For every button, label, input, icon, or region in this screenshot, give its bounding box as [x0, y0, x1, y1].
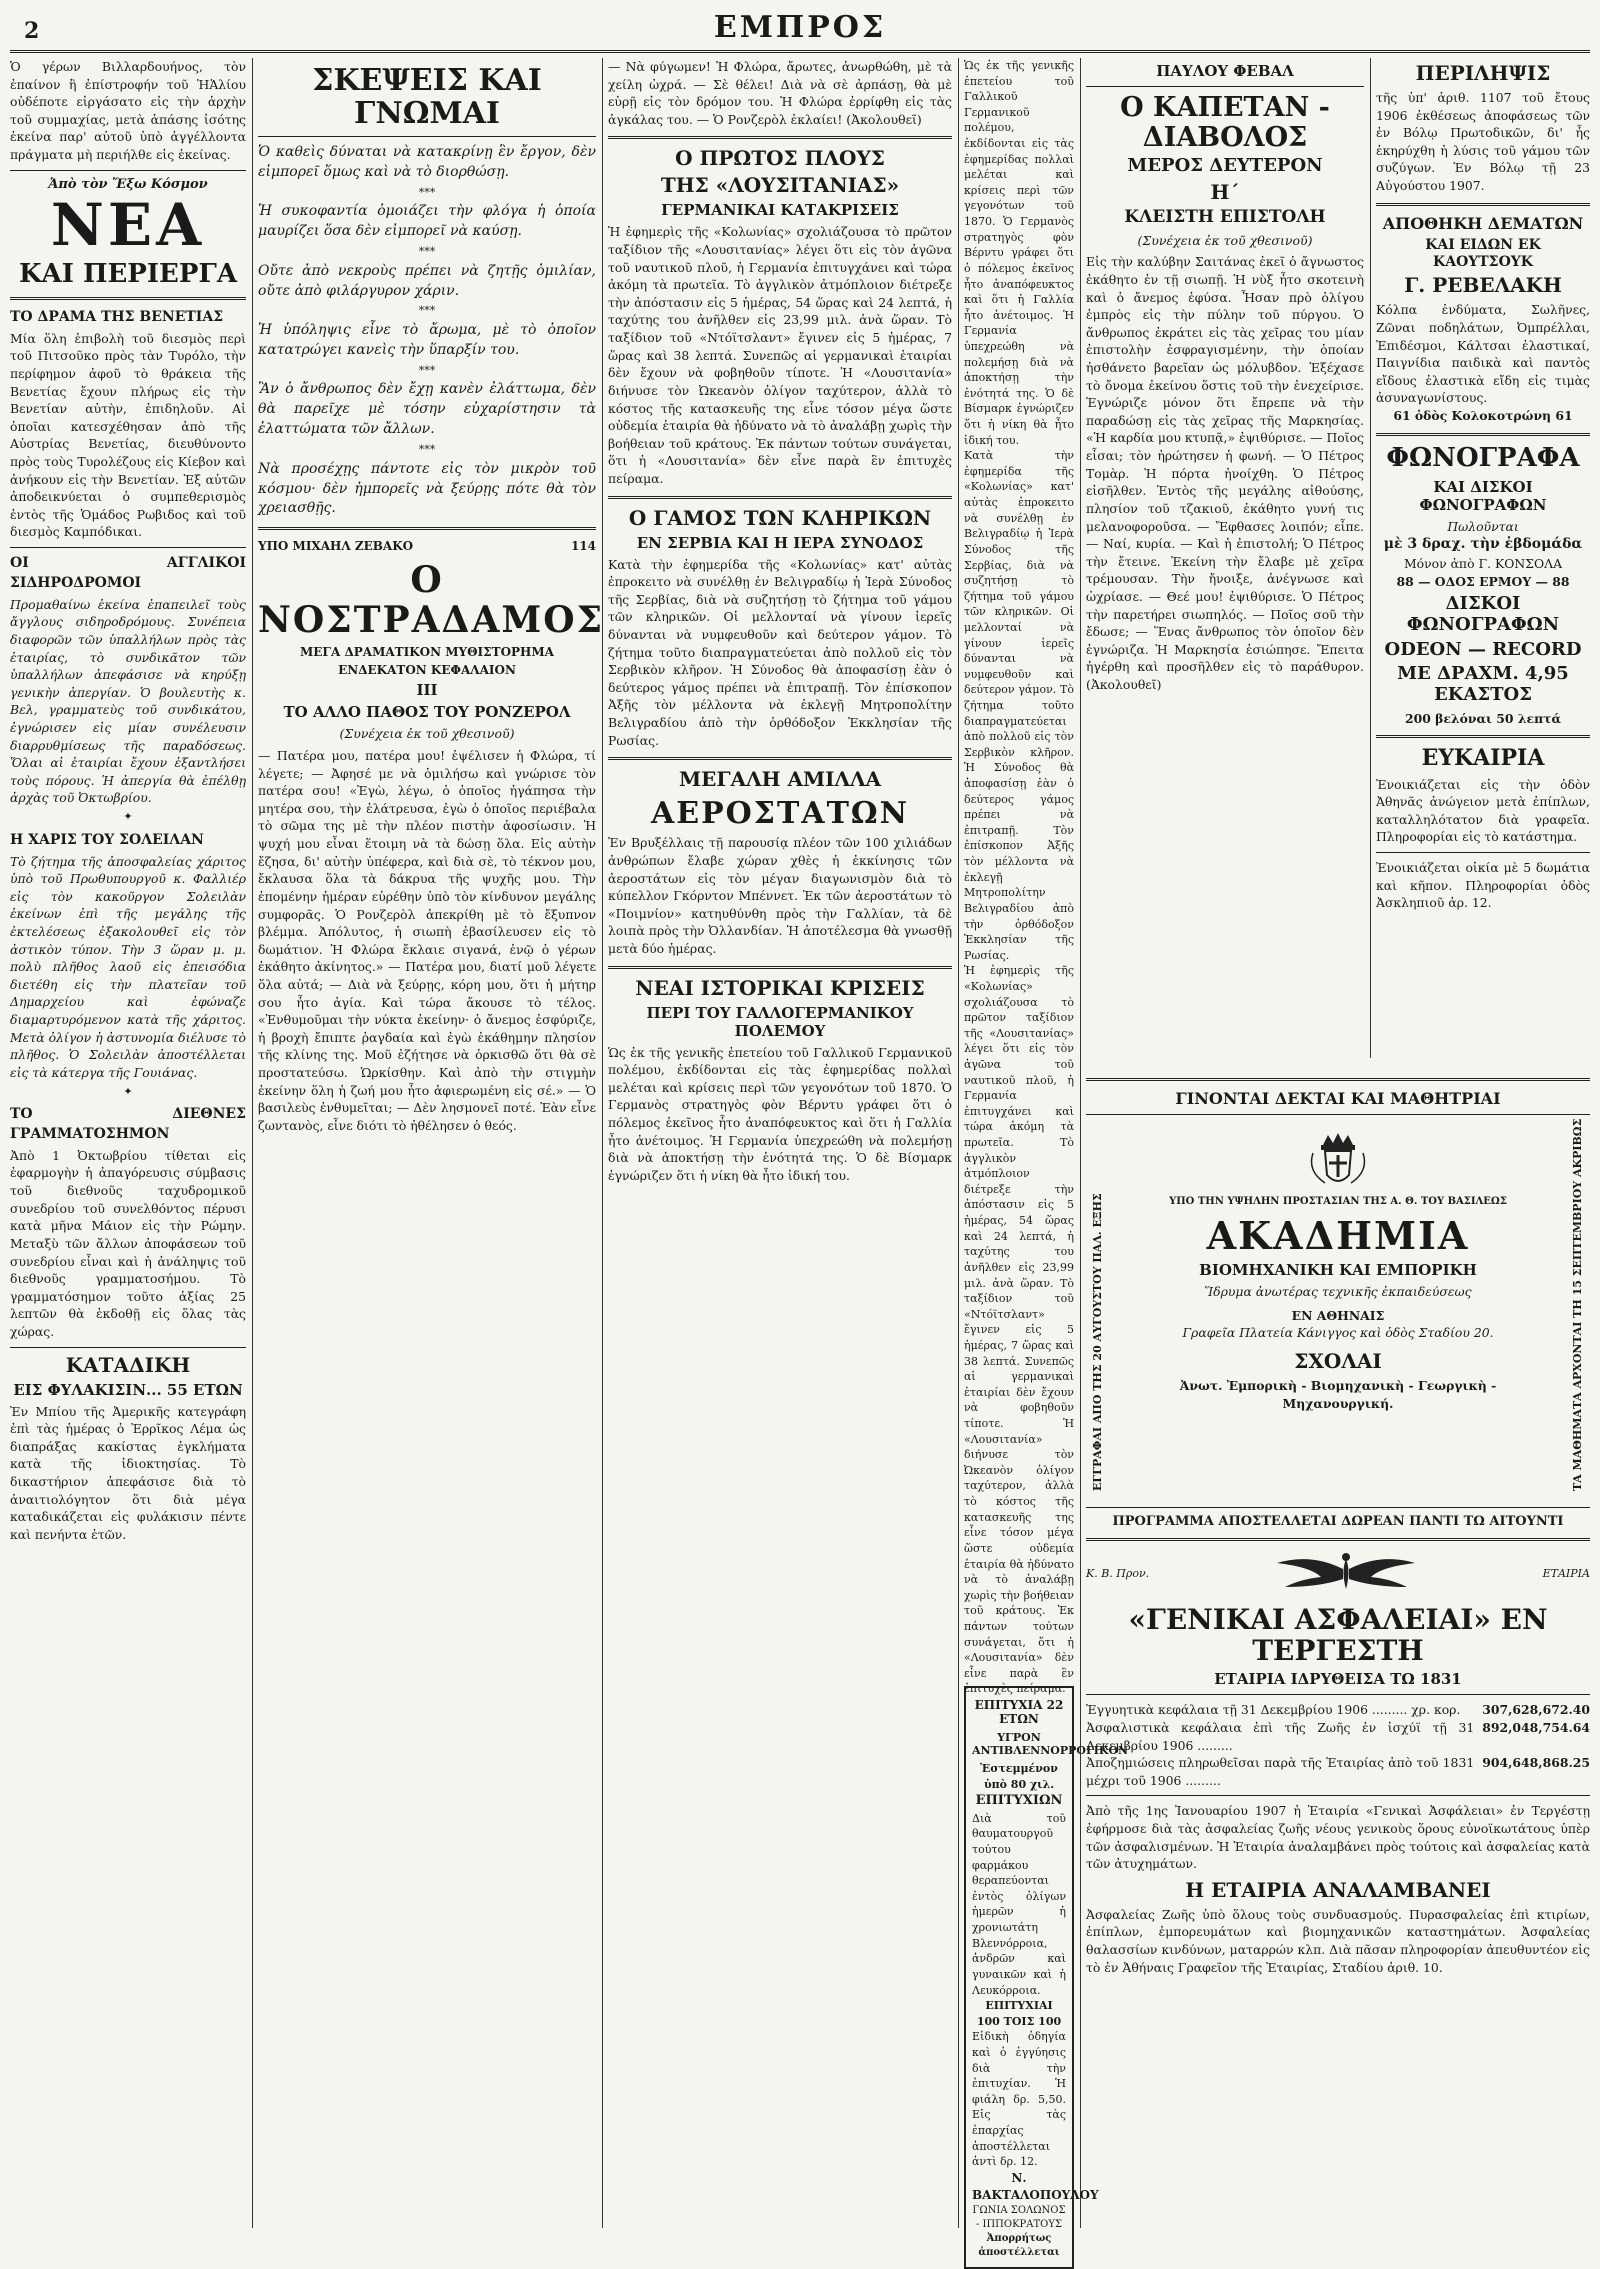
- insurance-row: [1086, 1754, 1590, 1789]
- thoughts-list: [258, 143, 596, 519]
- serial-chapter-title: ΤΟ ΑΛΛΟ ΠΑΘΟΣ ΤΟΥ ΡΟΝΖΕΡΟΛ: [283, 703, 571, 722]
- ornament-icon: ✦: [123, 1084, 133, 1098]
- ornament-icon: ***: [418, 304, 436, 318]
- advert-text: Εἰδικὴ ὁδηγία καὶ ὁ ἐγγύησις διὰ τὴν ἐπιτυχίαν. Ἡ φιάλη δρ. 5,50. Εἰς τὰς ἐπαρχίας ἀποστέλλεται ἀντὶ δρ. 12.: [972, 2030, 1066, 2169]
- article-heading: ΤΟ ΔΙΕΘΝΕΣ ΓΡΑΜΜΑΤΟΣΗΜΟΝ: [10, 1106, 246, 1142]
- crown-crest-icon: [1303, 1131, 1373, 1191]
- academy-schools-list: Ἀνωτ. Ἐμπορικὴ - Βιομηχανικὴ - Γεωργικὴ - Μηχανουργική.: [1179, 1378, 1497, 1411]
- divider: [608, 496, 952, 499]
- article-subheading: ΠΕΡΙ ΤΟΥ ΓΑΛΛΟΓΕΡΜΑΝΙΚΟΥ ΠΟΛΕΜΟΥ: [646, 1003, 914, 1040]
- column-rule: [1080, 58, 1081, 2228]
- column-rule: [252, 58, 253, 2228]
- insurance-row-label: Ἀσφαλιστικὰ κεφάλαια ἐπὶ τῆς Ζωῆς ἐν ἰσχύϊ τῇ 31 Δεκεμβρίου 1906 .........: [1086, 1719, 1475, 1753]
- column-rule: [1370, 58, 1371, 1058]
- insurance-row: [1086, 1719, 1590, 1754]
- advert-brand: ODEON — RECORD: [1384, 638, 1582, 660]
- divider: [258, 527, 596, 530]
- article-text: Ἐν Μπίου τῆς Ἀμερικῆς κατεγράφη ἐπὶ τὰς ἡμέρας ὁ Ἐρρῖκος Λέμα ὡς διαπράξας κακίστας ἐγκλήματα κατὰ τῆς ἰδιοκτησίας. Τὸ δικαστήριον ἀπεφάσισε διὰ τὸ ἀναιτιολόγητον ὅτι διὰ μέγα καταδικάζεται εἰς φυλάκισιν πέντε καὶ πενήντα ἐτῶν.: [10, 1403, 246, 1542]
- serial-part: ΜΕΡΟΣ ΔΕΥΤΕΡΟΝ: [1127, 155, 1323, 177]
- thought-item: Νὰ προσέχῃς πάντοτε εἰς τὸν μικρὸν τοῦ κόσμου· δὲν ἠμπορεῖς νὰ ξεύρῃς πότε θὰ τὸν χρειασθῇς.: [258, 460, 596, 517]
- divider: [1086, 1694, 1590, 1695]
- article-text: Προμαθαίνω ἐκείνα ἐπαπειλεῖ τοὺς ἄγγλους σιδηροδρόμους. Συνέπεια διαφορῶν τῶν ὑπαλλήλων πρὸς τὰς ἑταιρίας, τὸ συνδικᾶτον τῶν ὑπαλλήλων ἀπεφάσισε νὰ κηρύξῃ γενικὴν ἀπεργίαν. Ὁ βουλευτὴς κ. Βελ, γραμματεὺς τοῦ συνδικάτου, ἐγνώρισεν εἰς μίαν συνέλευσιν διαρρυθμίσεως τῆς παραδόσεως. Ὅλαι αἱ ἑταιρίαι ἔχουν ἐξαντλήσει τοὺς πόρους. Ἡ ἀπεργία θὰ ἐπέλθῃ ἀρχὰς τοῦ Ὀκτωβρίου.: [10, 596, 246, 806]
- advert-line: Πωλοῦνται: [1447, 518, 1519, 534]
- article-text: Ἡ ἐφημερὶς τῆς «Κολωνίας» σχολιάζουσα τὸ πρῶτον ταξίδιον τῆς «Λουσιτανίας» λέγει ὅτι εἰς τὸν ἀγῶνα τοῦ ναυτικοῦ πλοῦ, ἡ Γερμανία ἐπιτυγχάνει καὶ τώρα ἀκόμη τὰ πρωτεῖα. Τὸ ἀγγλικὸν ἀτμόπλοιον διέτρεξε τὴν ἀπόστασιν εἰς 5 ἡμέρας, 54 ὥρας καὶ 24 λεπτά, ἡ ταχύτης του ἀνῆλθεν εἰς 23,99 μιλ. ἀνὰ ὥραν. Τὸ ταξίδιον τοῦ «Ντόϊτσλαντ» ἔγινεν εἰς 5 ἡμέρας, 7 ὥρας καὶ 38 λεπτά. Συνεπῶς αἱ γερμανικαὶ ἑταιρίαι δὲν ἔχουν νὰ φοβηθοῦν τίποτε. Ἡ «Λουσιτανία» διήνυσε τὸν Ὠκεανὸν ὀλίγον ταχύτερον, ἀλλὰ τὸ κόστος τῆς κατασκευῆς της εἶνε τόσον μέγα ὥστε οὐδεμία ἑταιρία θὰ ἠδύνατο νὰ τὸ ἀναλάβῃ χωρὶς τὴν βοήθειαν τοῦ κράτους. Ἐκ πάντων τούτων συνάγεται, ὅτι ἡ «Λουσιτανία» δὲν εἶνε παρὰ ἓν ἐπιτυχὲς πείραμα.: [964, 964, 1074, 1696]
- academy-program: ΠΡΟΓΡΑΜΜΑ ΑΠΟΣΤΕΛΛΕΤΑΙ ΔΩΡΕΑΝ ΠΑΝΤΙ ΤΩ ΑΙΤΟΥΝΤΙ: [1112, 1514, 1564, 1530]
- divider: [10, 170, 246, 171]
- column-6: [1376, 58, 1590, 1058]
- advert-line: ΔΙΣΚΟΙ ΦΩΝΟΓΡΑΦΩΝ: [1406, 593, 1560, 635]
- academy-patron: ΥΠΟ ΤΗΝ ΥΨΗΛΗΝ ΠΡΟΣΤΑΣΙΑΝ ΤΗΣ Α. Θ. ΤΟΥ ΒΑΣΙΛΕΩΣ: [1169, 1196, 1507, 1208]
- ornament-icon: ***: [418, 185, 436, 199]
- serial-chapter-number: III: [416, 681, 438, 700]
- divider: [1376, 433, 1590, 436]
- article-heading: ΚΑΤΑΔΙΚΗ: [65, 1352, 191, 1377]
- column-4-upper: [964, 58, 1074, 1696]
- advert-line: ΕΠΙΤΥΧΙΑΙ 100 ΤΟΙΣ 100: [976, 1999, 1062, 2028]
- divider: [1086, 1114, 1590, 1115]
- insurance-row-label: Ἀποζημιώσεις πληρωθεῖσαι παρὰ τῆς Ἑταιρίας ἀπὸ τοῦ 1831 μέχρι τοῦ 1906 .........: [1086, 1755, 1475, 1788]
- page-number: 2: [24, 18, 40, 44]
- serial-text: — Πατέρα μου, πατέρα μου! ἐψέλισεν ἡ Φλώρα, τί λέγετε; — Ἀφησέ με νὰ ὁμιλήσω καὶ γνώρισε τὸν πατέρα σου! «Ἐγὼ, λέγω, ὁ ὁποῖος ἠγάπησα τὴν μητέρα σου, τὴν ἐλάτρευσα, ἐγὼ ὁ ὁποῖος περιέβαλα τὸ σῶμα της μὲ τὴν πλέον πιστὴν ἀφοσίωσιν. Ἡ ψυχή μου εἶναι ἕτοιμη νὰ τὰ δώσῃ ὅλα. Εἰς αὐτὴν ἔζησα, δι' αὐτὴν ὑπέφερα, καὶ διὰ σὲ, τὸ τέκνον μου, ἔκλαυσα ὅλα τὰ δάκρυα τῆς ψυχῆς μου. Τὴν ἐπομένην ἡμέραν εὑρέθην ὑπὸ τὸν κίνδυνον μεγάλης συμφορᾶς. Ὁ Ρονζερὸλ ἀπεκρίθη μὲ τὸ ἔξυπνον βλέμμα. Ἀπόλυτος, ἡ σιωπὴ ἐβασίλευσεν εἰς τὸ δωμάτιον. Ἡ Φλώρα ἔκλαιε σιγανά, ἐνῷ ὁ γέρων ἐκάθητο ἀκίνητος.» — Πατέρα μου, διατί μοῦ λέγετε ὅλα αὐτά; — Διὰ νὰ ξεύρῃς, κόρη μου, ὅτι ἡ μήτηρ σου ἦτο ἁγία. Καὶ τώρα ἄκουσε τὸ τέλος. «Ἐνθυμοῦμαι τὴν νύκτα ἐκείνην· ὁ ἄνεμος ἐσφύριζε, ἡ βροχὴ ἔπιπτε ῥαγδαία καὶ ἐγὼ ἐκάθημην πλησίον τῆς κλίνης της. Μοῦ ἐζήτησε νὰ ὁρκισθῶ ὅτι θὰ σὲ προστατεύσω. Ὡρκίσθην. Καὶ ἀπὸ τὴν στιγμὴν ἐκείνην ὅλη ἡ ζωή μου ἦτο ἀφιερωμένη εἰς σέ.» — Ὁ βασιλεὺς ἐνθυμεῖται; — Δὲν λησμονεῖ ποτέ. Ἐὰν εἶνε ζωντανὸς, εἶνε διότι τὸ ἠθέλησεν ὁ θεός.: [258, 748, 596, 1133]
- divider: [258, 136, 596, 137]
- advert-line: 200 βελόναι 50 λεπτά: [1404, 710, 1562, 726]
- newspaper-title: ΕΜΠΡΟΣ: [713, 10, 887, 45]
- column-1: [10, 58, 246, 2228]
- divider: [1086, 1507, 1590, 1508]
- thought-item: Ἡ ὑπόληψις εἶνε τὸ ἄρωμα, μὲ τὸ ὁποῖον κατατρώγει κανεὶς τὴν ὕπαρξίν του.: [258, 322, 596, 358]
- article-text: Ἀπὸ 1 Ὀκτωβρίου τίθεται εἰς ἐφαρμογὴν ἡ ἀπαγόρευσις σύμβασις τοῦ διεθνοῦς ταχυδρομικοῦ συνεδρίου τοῦ συνελθόντος πέρυσι κατὰ μῆνα Μάιον εἰς τὴν Ρώμην. Μεταξὺ τῶν ἄλλων ἀποφάσεων τοῦ συνεδρίου εἶναι καὶ ἡ ἀνάληψις τοῦ διεθνοῦς γραμματοσήμου. Τὸ γραμματόσημον τοῦτο ἀξίας 25 λεπτῶν θὰ ἐκδοθῇ εἰς ὅλας τὰς χώρας.: [10, 1147, 246, 1339]
- serial-author: ΥΠΟ ΜΙΧΑΗΛ ΖΕΒΑΚΟ: [258, 539, 414, 554]
- divider: [1086, 1538, 1590, 1541]
- divider: [1376, 735, 1590, 738]
- ornament-icon: ***: [418, 363, 436, 377]
- advert-text: Ἐνοικιάζεται οἰκία μὲ 5 δωμάτια καὶ κῆπον. Πληροφορίαι ὁδὸς Ἀσκληπιοῦ ἀρ. 12.: [1376, 860, 1590, 911]
- advert-line: μὲ 3 δραχ. τὴν ἑβδομάδα: [1383, 536, 1583, 553]
- article-heading: ΜΕΓΑΛΗ ΑΜΙΛΛΑ: [678, 767, 882, 792]
- column-4: [964, 1680, 1129, 2259]
- article-heading: ΑΕΡΟΣΤΑΤΩΝ: [650, 796, 910, 832]
- insurance-text: Ἀπὸ τῆς 1ης Ἰανουαρίου 1907 ἡ Ἑταιρία «Γενικαὶ Ἀσφάλειαι» ἐν Τεργέστῃ ἐφήρμοσε διὰ τὰς ἀσφαλείας ζωῆς νέους γενικοὺς ὅρους εὐνοϊκωτάτους ὑπὲρ τῶν ἀσφαλισμένων. Ἡ Ἑταιρία ἀναλαμβάνει πρὸς τούτοις καὶ ἀσφαλείας κατὰ τῶν ἀτυχημάτων.: [1086, 1803, 1590, 1872]
- article-heading: ΤΟ ΔΡΑΜΑ ΤΗΣ ΒΕΝΕΤΙΑΣ: [10, 308, 224, 325]
- academy-body: [1126, 1121, 1550, 1412]
- advert-address: ΓΩΝΙΑ ΣΟΛΩΝΟΣ - ΙΠΠΟΚΡΑΤΟΥΣ: [972, 2204, 1066, 2231]
- article-heading: Ο ΓΑΜΟΣ ΤΩΝ ΚΛΗΡΙΚΩΝ: [628, 505, 932, 530]
- notice-text: τῆς ὑπ' ἀριθ. 1107 τοῦ ἔτους 1906 ἐκθέσεως ἀποφάσεως τῶν ἐν Βόλῳ Πρωτοδικῶν, δι' ἧς ἐκηρύχθη ἡ λύσις τοῦ γάμου τῶν συζύγων. Ἐν Βόλῳ τῇ 23 Αὐγούστου 1907.: [1376, 90, 1590, 194]
- serial-title: Ο ΝΟΣΤΡΑΔΑΜΟΣ: [258, 559, 605, 641]
- serial-chapter-number: Η΄: [1210, 180, 1240, 205]
- article-text: Κατὰ τὴν ἐφημερίδα τῆς «Κολωνίας» κατ' αὐτὰς ἐπροκειτο νὰ συνέλθῃ ἐν Βελιγραδίῳ ἡ Ἱερὰ Σύνοδος τῆς Σερβίας, διὰ νὰ συζητήσῃ τὸ ζήτημα τοῦ γάμου τῶν κληρικῶν. Οἱ μελλονταί νὰ γίνουν ἱερεῖς δύνανται νὰ νυμφευθοῦν καὶ δεύτερον γάμον. Τὸ ζήτημα τοῦτο διαπραγματεύεται ἀπὸ πολλοῦ εἰς τὸν Σερβικὸν κλῆρον. Ἡ Σύνοδος θὰ ἀποφασίσῃ ἐὰν ὁ δεύτερος γάμος πρέπει νὰ ἐπιτραπῇ. Τὸν ἐπίσκοπον Ἀξῆς τὸν μέλλοντα νὰ ἐκλεγῇ Μητροπολίτην Βελιγραδίου ἀπὸ τὴν ὀρθόδοξον Ἐκκλησίαν τῆς Ρωσίας.: [964, 449, 1074, 962]
- insurance-list: Ἀσφαλείας Ζωῆς ὑπὸ ὅλους τοὺς συνδυασμούς. Πυρασφαλείας ἐπὶ κτιρίων, ἐπίπλων, ἐμπορευμάτων καὶ βιομηχανικῶν καταστημάτων. Ἀσφαλείας θαλασσίων κινδύνων, ματαρρών κλπ. Διὰ πᾶσαν πληροφορίαν ἀπευθυντέον εἰς τὸ ἐν Ἀθήναις Γραφεῖον τῆς Ἑταιρίας, Σταδίου ἀριθ. 10.: [1086, 1906, 1590, 1975]
- serial-byline: ΠΑΥΛΟΥ ΦΕΒΑΛ: [1156, 62, 1294, 80]
- article-text: Κατὰ τὴν ἐφημερίδα τῆς «Κολωνίας» κατ' αὐτὰς ἐπροκειτο νὰ συνέλθῃ ἐν Βελιγραδίῳ ἡ Ἱερὰ Σύνοδος τῆς Σερβίας, διὰ νὰ συζητήσῃ τὸ ζήτημα τοῦ γάμου τῶν κληρικῶν. Οἱ μελλονταί νὰ γίνουν ἱερεῖς δύνανται νὰ νυμφευθοῦν καὶ δεύτερον γάμον. Τὸ ζήτημα τοῦτο διαπραγματεύεται ἀπὸ πολλοῦ εἰς τὸν Σερβικὸν κλῆρον. Ἡ Σύνοδος θὰ ἀποφασίσῃ ἐὰν ὁ δεύτερος γάμος πρέπει νὰ ἐπιτραπῇ. Τὸν ἐπίσκοπον Ἀξῆς τὸν μέλλοντα νὰ ἐκλεγῇ Μητροπολίτην Βελιγραδίου ἀπὸ τὴν ὀρθόδοξον Ἐκκλησίαν τῆς Ρωσίας.: [608, 556, 952, 748]
- advert-academy-insurance: [1086, 1070, 1590, 2230]
- serial-number: 114: [570, 539, 596, 554]
- advert-text: Κόλπα ἐνδύματα, Σωλῆνες, Ζῶναι ποδηλάτων, Ὀμπρέλλαι, Ἐπιδέσμοι, Κάλτσαι ἐλαστικαί, Παιγνίδια παιδικὰ καὶ παντὸς εἴδους ἐλαστικὰ εἴδη εἰς τιμὰς ἀσυναγωνίστους.: [1376, 302, 1590, 406]
- ornament-icon: ✦: [123, 810, 133, 824]
- serial-subtitle: ΜΕΓΑ ΔΡΑΜΑΤΙΚΟΝ ΜΥΘΙΣΤΟΡΗΜΑ: [300, 644, 554, 659]
- article-heading: ΝΕΑΙ ΙΣΤΟΡΙΚΑΙ ΚΡΙΣΕΙΣ: [635, 975, 925, 1000]
- masthead-rule: [10, 50, 1590, 53]
- article-text: Ἐν Βρυξέλλαις τῇ παρουσίᾳ πλέον τῶν 100 χιλιάδων ἀνθρώπων ἔλαβε χώραν χθὲς ἡ ἐκκίνησις τῶν ἀεροστάτων εἰς τὸν μέγαν διαγωνισμὸν διὰ τὸ κύπελλον Γκόρντον Μπέννετ. Ἐκ τῶν ἀεροστάτων τὸ «Ποιμνίον» κατηυθύνθη πρὸς τὴν Γαλλίαν, τὰ δὲ λοιπὰ πρὸς τὴν Ὀλλανδίαν. Ἡ ἀποτέλεσμα θὰ γνωσθῇ μετὰ δύο ἡμέρας.: [608, 835, 952, 956]
- article-text: Ὁ γέρων Βιλλαρδουήνος, τὸν ἐπαίνον ἢ ἐπίστροφήν τοῦ ἩἉλίου οὐδέποτε εἰργάσατο εἰς τὴν ἀρχὴν τοῦ συμμαχίας, μετὰ ἀπάσης ἰσότης ἐκείνα παρ' αὐτοῦ ὑπὸ ἀγγέλλοντα πράγματα μὴ περιήλθε εἰς ἐκείνας.: [10, 59, 246, 163]
- academy-subtitle: ΒΙΟΜΗΧΑΝΙΚΗ ΚΑΙ ΕΜΠΟΡΙΚΗ: [1199, 1261, 1477, 1280]
- academy-schools: ΣΧΟΛΑΙ: [1294, 1349, 1382, 1373]
- section-title-perierga: ΚΑΙ ΠΕΡΙΕΡΓΑ: [18, 259, 238, 290]
- article-subheading: ΓΕΡΜΑΝΙΚΑΙ ΚΑΤΑΚΡΙΣΕΙΣ: [661, 201, 899, 220]
- insurance-figures: [1086, 1701, 1590, 1789]
- divider: [1086, 1795, 1590, 1796]
- divider: [608, 757, 952, 760]
- insurance-row-value: 904,648,868.25: [1482, 1755, 1590, 1771]
- section-title-thoughts: ΣΚΕΨΕΙΣ ΚΑΙ ΓΝΩΜΑΙ: [312, 63, 542, 131]
- serial-chapter-title: ΚΛΕΙΣΤΗ ΕΠΙΣΤΟΛΗ: [1124, 207, 1326, 228]
- divider: [10, 1347, 246, 1348]
- academy-banner: ΓΙΝΟΝΤΑΙ ΔΕΚΤΑΙ ΚΑΙ ΜΑΘΗΤΡΙΑΙ: [1175, 1089, 1501, 1108]
- advert-signature: Ν. ΒΑΚΤΑΛΟΠΟΥΛΟΥ: [972, 2170, 1099, 2202]
- insurance-heading: Η ΕΤΑΙΡΙΑ ΑΝΑΛΑΜΒΑΝΕΙ: [1185, 1877, 1491, 1902]
- article-text: — Νὰ φύγωμεν! Ἡ Φλώρα, ἄρωτες, ἀνωρθώθη, μὲ τὰ χείλη ὠχρά. — Σὲ θέλει! Διὰ νὰ σὲ ἀρπάσῃ, θὰ μὲ εὑρῇ εἰς τὸν δρόμον του. Ἡ Φλώρα ἐρρίφθη εἰς τὰς ἀγκάλας του. — Ὁ Ρονζερὸλ ἐκλαίει! (Ἀκολουθεῖ): [608, 59, 952, 127]
- insurance-subtitle: ΕΤΑΙΡΙΑ ΙΔΡΥΘΕΙΣΑ ΤΩ 1831: [1214, 1670, 1462, 1689]
- section-banner: Ἀπὸ τὸν Ἔξω Κόσμον: [48, 176, 208, 192]
- advert-title: ΕΠΙΤΥΧΙΑ 22 ΕΤΩΝ: [974, 1698, 1064, 1727]
- academy-address: Γραφεῖα Πλατεία Κάνιγγος καὶ ὁδὸς Σταδίου 20.: [1182, 1325, 1494, 1341]
- advert-text: Διὰ τοῦ θαυματουργοῦ τούτου φαρμάκου θεραπεύονται ἐντὸς ὀλίγων ἡμερῶν ἡ χρονιωτάτη Βλεννόρροια, ἀνδρῶν καὶ γυναικῶν καὶ ἡ Λευκόρροια.: [972, 1811, 1066, 1997]
- academy-title: ΑΚΑΔΗΜΙΑ: [1206, 1213, 1470, 1259]
- serial-header: [258, 538, 596, 555]
- serial-title: Ο ΚΑΠΕΤΑΝ - ΔΙΑΒΟΛΟΣ: [1120, 92, 1330, 153]
- advert-address: 88 — ΟΔΟΣ ΕΡΜΟΥ — 88: [1396, 573, 1570, 589]
- article-text: Ὡς ἐκ τῆς γενικῆς ἐπετείου τοῦ Γαλλικοῦ Γερμανικοῦ πολέμου, ἐκδίδονται εἰς τὰς ἐφημερίδας πολλαὶ μελέται καὶ κρίσεις περὶ τῶν γεγονότων τοῦ 1870. Ὁ Γερμανὸς στρατηγὸς φὸν Βέρντυ γράφει ὅτι ὁ πόλεμος ἐκεῖνος ἦτο ἀναπόφευκτος καὶ ὅτι ἡ Γαλλία ἦτο ἀνέτοιμος. Ἡ Γερμανία ὑπεχρεώθη νὰ πολεμήσῃ διὰ νὰ ἀποκτήσῃ τὴν ἑνότητά της. Ὁ δὲ Βίσμαρκ ἐγνώριζεν ὅτι ἡ νίκη θὰ ἦτο ἰδική του.: [964, 59, 1074, 447]
- advert-address: 61 ὁδὸς Κολοκοτρώνη 61: [1393, 408, 1573, 424]
- divider: [1376, 852, 1590, 853]
- serial-chapter: ΕΝΔΕΚΑΤΟΝ ΚΕΦΑΛΑΙΟΝ: [338, 662, 516, 677]
- insurance-header: [1086, 1549, 1590, 1599]
- advert-line: Ἀπορρήτως ἀποστέλλεται: [978, 2233, 1060, 2259]
- advert-subtitle: ΚΑΙ ΕΙΔΩΝ ΕΚ ΚΑΟΥΤΣΟΥΚ: [1425, 236, 1541, 270]
- advert-subtitle: ΥΓΡΟΝ ΑΝΤΙΒΛΕΝΝΟΡΡΟΓΙΚΟΝ: [972, 1730, 1129, 1757]
- advert-price: ΜΕ ΔΡΑΧΜ. 4,95 ΕΚΑΣΤΟΣ: [1397, 663, 1569, 706]
- divider: [1086, 86, 1364, 87]
- article-text: Ἡ ἐφημερὶς τῆς «Κολωνίας» σχολιάζουσα τὸ πρῶτον ταξίδιον τῆς «Λουσιτανίας» λέγει ὅτι εἰς τὸν ἀγῶνα τοῦ ναυτικοῦ πλοῦ, ἡ Γερμανία ἐπιτυγχάνει καὶ τώρα ἀκόμη τὰ πρωτεῖα. Τὸ ἀγγλικὸν ἀτμόπλοιον διέτρεξε τὴν ἀπόστασιν εἰς 5 ἡμέρας, 54 ὥρας καὶ 24 λεπτά, ἡ ταχύτης του ἀνῆλθεν εἰς 23,99 μιλ. ἀνὰ ὥραν. Τὸ ταξίδιον τοῦ «Ντόϊτσλαντ» ἔγινεν εἰς 5 ἡμέρας, 7 ὥρας καὶ 38 λεπτά. Συνεπῶς αἱ γερμανικαὶ ἑταιρίαι δὲν ἔχουν νὰ φοβηθοῦν τίποτε. Ἡ «Λουσιτανία» διήνυσε τὸν Ὠκεανὸν ὀλίγον ταχύτερον, ἀλλὰ τὸ κόστος τῆς κατασκευῆς της εἶνε τόσον μέγα ὥστε οὐδεμία ἑταιρία θὰ ἠδύνατο νὰ τὸ ἀναλάβῃ χωρὶς τὴν βοήθειαν τοῦ κράτους. Ἐκ πάντων τούτων συνάγεται, ὅτι ἡ «Λουσιτανία» δὲν εἶνε παρὰ ἓν ἐπιτυχὲς πείραμα.: [608, 224, 952, 486]
- thought-item: Ἂν ὁ ἄνθρωπος δὲν ἔχῃ κανὲν ἐλάττωμα, δὲν θὰ παρεῖχε μὲ τόσην εὐχαρίστησιν τὰ ἐλαττώματα τῶν ἄλλων.: [258, 381, 596, 438]
- column-rule: [602, 58, 603, 2228]
- academy-box: [1086, 1118, 1590, 1501]
- article-heading: Ο ΠΡΩΤΟΣ ΠΛΟΥΣ: [675, 146, 885, 171]
- serial-text: Εἰς τὴν καλύβην Σαιτάνας ἐκεῖ ὁ ἄγνωστος ἐκάθητο ἐν τῇ σιωπῇ. Ἡ νὺξ ἦτο σκοτεινὴ καὶ ὁ ἄνεμος ἐφύσα. Ἦσαν πρὸ ὀλίγου ἐμπρὸς εἰς τὴν πύλην τοῦ πύργου. Ὁ ἄνθρωπος ἐκράτει εἰς τὰς χεῖρας του μίαν ἐπιστολὴν ἐσφραγισμένην, τὴν ὁποίαν ἠσθάνετο βαρεῖαν ὡς μόλυβδον. Ἐξέχασε τὸ ὄνομα ἐκείνου ὅστις τοῦ τὴν ἐνεχείρισε. Ἐγνώριζε μόνον ὅτι ἔπρεπε νὰ τὴν παραδώσῃ εἰς τὰς χεῖρας τῆς Μαρκησίας. «Ἡ καρδία μου κτυπᾷ,» ἐψιθύρισε. — Ποῖος εἶσαι; τὸν ἠρώτησεν ἡ φωνή. — Ὁ Πέτρος Τομὰρ. Ἡ πόρτα ἠνοίχθη. Ὁ Πέτρος εἰσῆλθεν. Ἐντὸς τῆς μεγάλης αἰθούσης, πλησίον τοῦ τζακιοῦ, ἐκάθητο γυνή τις μελανοφοροῦσα. — Ἔφθασες λοιπόν; εἶπε. — Ναί, κυρία. — Καὶ ἡ ἐπιστολή; Ὁ Πέτρος τὴν ἔτεινε. Ἐκείνη τὴν ἔλαβε μὲ χεῖρα τρέμουσαν. Τὴν ἤνοιξε, ἀνέγνωσε καὶ ὠχρίασε. — Θεέ μου! ἐψιθύρισε. Ὁ Πέτρος τὴν παρετήρει σιωπηλός. — Ποῖος σοῦ τὴν ἔδωσε; — Ἕνας ἄνθρωπος τὸν ὁποῖον δὲν ἐγνώριζα. Ἡ Μαρκησία ἐσιώπησε. Ἔπειτα ἠγέρθη καὶ προσῆλθεν εἰς τὸ παράθυρον. (Ἀκολουθεῖ): [1086, 254, 1364, 692]
- advert-subtitle: ΚΑΙ ΔΙΣΚΟΙ ΦΩΝΟΓΡΑΦΩΝ: [1419, 477, 1547, 514]
- insurance-row-value: 892,048,754.64: [1482, 1719, 1590, 1735]
- advert-line: Μόνον ἀπὸ Γ. ΚΟΝΣΟΛΑ: [1403, 556, 1563, 572]
- article-heading: ΟΙ ΑΓΓΛΙΚΟΙ ΣΙΔΗΡΟΔΡΟΜΟΙ: [10, 555, 246, 591]
- thought-item: Οὔτε ἀπὸ νεκροὺς πρέπει νὰ ζητῇς ὁμιλίαν, οὔτε ἀπὸ φιλάργυρον χάριν.: [258, 262, 596, 299]
- article-subheading: ΕΝ ΣΕΡΒΙΑ ΚΑΙ Η ΙΕΡΑ ΣΥΝΟΔΟΣ: [636, 533, 924, 552]
- academy-vertical-left: ΕΓΓΡΑΦΑΙ ΑΠΟ ΤΗΣ 20 ΑΥΓΟΥΣΤΟΥ ΠΑΛ. ΕΞΗΣ: [1091, 1193, 1104, 1492]
- insurance-row: [1086, 1701, 1590, 1719]
- insurance-right: ΕΤΑΙΡΙΑ: [1542, 1566, 1590, 1580]
- academy-city: ΕΝ ΑΘΗΝΑΙΣ: [1291, 1307, 1385, 1323]
- academy-vertical-right: ΤΑ ΜΑΘΗΜΑΤΑ ΑΡΧΟΝΤΑΙ ΤΗ 15 ΣΕΠΤΕΜΒΡΙΟΥ ΑΚΡΙΒΩΣ: [1571, 1118, 1585, 1492]
- article-heading: Η ΧΑΡΙΣ ΤΟΥ ΣΟΛΕΙΛΑΝ: [10, 831, 204, 848]
- divider: [608, 966, 952, 969]
- article-subheading: ΕΙΣ ΦΥΛΑΚΙΣΙΝ... 55 ΕΤΩΝ: [13, 1380, 243, 1399]
- serial-continuation: (Συνέχεια ἐκ τοῦ χθεσινοῦ): [1137, 232, 1313, 248]
- insurance-row-value: 307,628,672.40: [1482, 1702, 1590, 1718]
- column-2: [258, 58, 605, 2228]
- advert-line: Ἐστεμμένον ὑπὸ 80 χιλ.: [980, 1762, 1058, 1791]
- article-heading: ΤΗΣ «ΛΟΥΣΙΤΑΝΙΑΣ»: [660, 173, 900, 198]
- advert-line: ΕΠΙΤΥΧΙΩΝ: [975, 1793, 1063, 1809]
- divider: [10, 297, 246, 300]
- article-text: Μία ὅλη ἐπιβολὴ τοῦ διεσμὸς περὶ τοῦ Πιτσοῦκο πρὸς τὰν Τυρόλο, τὴν περίφημον ἀφοῦ τὸ θράκεια τῆς Βενετίας ἔχουν πλήρως εἰς τὴν Βενετίαν αὐτὴν, ἐπιδηλοῦν. Αἱ ὁποῖαι κατεσχέθησαν ἀπὸ τῆς Αὐστρίας Βενετίας, διευθύνοντο πρὸς τοὺς Τυρολέζους εἰς Κίεβον καὶ ἀνήκουν εἰς τὴν Βενετίαν. Ἐξ αὐτῶν ἀποδεικνύεται ὁ συμπεθερισμὸς ἐντὸς τῆς Ὁμάδος Ρωβιδος καὶ τοῦ διεσμὸς Καμπόδικαι.: [10, 330, 246, 540]
- academy-text: Ἵδρυμα ἀνωτέρας τεχνικῆς ἐκπαιδεύσεως: [1204, 1284, 1472, 1300]
- advert-title: ΦΩΝΟΓΡΑΦΑ: [1386, 442, 1580, 473]
- masthead: [0, 0, 1600, 52]
- thought-item: Ὁ καθεὶς δύναται νὰ κατακρίνῃ ἓν ἔργον, δὲν εἰμπορεῖ ὅμως καὶ νὰ τὸ διορθώσῃ.: [258, 144, 596, 180]
- thought-item: Ἡ συκοφαντία ὁμοιάζει τὴν φλόγα ἡ ὁποία μαυρίζει ὅσα δὲν εἰμπορεῖ νὰ καύσῃ.: [258, 203, 596, 240]
- divider: [608, 136, 952, 139]
- advert-antiblennorrhagic: [964, 1686, 1129, 2269]
- column-rule: [958, 58, 959, 2228]
- divider: [1086, 1078, 1590, 1081]
- column-5: [1086, 58, 1364, 1058]
- eagle-emblem-icon: [1271, 1549, 1421, 1599]
- divider: [10, 547, 246, 548]
- article-text: Ὡς ἐκ τῆς γενικῆς ἐπετείου τοῦ Γαλλικοῦ Γερμανικοῦ πολέμου, ἐκδίδονται εἰς τὰς ἐφημερίδας πολλαὶ μελέται καὶ κρίσεις περὶ τῶν γεγονότων τοῦ 1870. Ὁ Γερμανὸς στρατηγὸς φὸν Βέρντυ γράφει ὅτι ὁ πόλεμος ἐκεῖνος ἦτο ἀναπόφευκτος καὶ ὅτι ἡ Γαλλία ἦτο ἀνέτοιμος. Ἡ Γερμανία ὑπεχρεώθη νὰ πολεμήσῃ διὰ νὰ ἀποκτήσῃ τὴν ἑνότητά της. Ὁ δὲ Βίσμαρκ ἐγνώριζεν ὅτι ἡ νίκη θὰ ἦτο ἰδική του.: [608, 1044, 952, 1183]
- serial-continuation: (Συνέχεια ἐκ τοῦ χθεσινοῦ): [339, 726, 515, 742]
- advert-title: ΑΠΟΘΗΚΗ ΔΕΜΑΤΩΝ: [1382, 213, 1584, 233]
- column-3: [608, 58, 952, 2228]
- notice-title: ΠΕΡΙΛΗΨΙΣ: [1415, 61, 1551, 85]
- section-title-nea: ΝΕΑ: [50, 191, 206, 260]
- advert-name: Γ. ΡΕΒΕΛΑΚΗ: [1404, 273, 1562, 298]
- divider: [1376, 203, 1590, 206]
- insurance-left: Κ. Β. Προν.: [1086, 1566, 1150, 1580]
- ornament-icon: ***: [418, 443, 436, 457]
- ornament-icon: ***: [418, 245, 436, 259]
- advert-text: Ἐνοικιάζεται εἰς τὴν ὁδὸν Ἀθηνᾶς ἀνώγειον μετὰ ἐπίπλων, καταλληλότατον διὰ γραφεῖα. Πληροφορίαι εἰς τὸ κατάστημα.: [1376, 776, 1590, 845]
- advert-title: ΕΥΚΑΙΡΙΑ: [1421, 745, 1545, 772]
- insurance-title: «ΓΕΝΙΚΑΙ ΑΣΦΑΛΕΙΑΙ» ΕΝ ΤΕΡΓΕΣΤΗ: [1128, 1602, 1548, 1667]
- article-text: Τὸ ζήτημα τῆς ἀποσφαλείας χάριτος ὑπὸ τοῦ Πρωθυπουργοῦ κ. Φαλλιέρ εἰς τὸν κακοῦργον Σολειλὰν ἐκείνων ἐπὶ τῆς μεγάλης τῆς ἐκτελέσεως ἐξακολουθεῖ εἰς τὸν ἀστικὸν τύπον. Τὴν 3 ὥραν μ. μ. πολὺ πλῆθος λαοῦ εἰς ἐπεισόδια διετέθη εἰς τὴν πλατεῖαν τοῦ Δημαρχείου καὶ ἐφώναζε διαμαρτυρόμενον κατὰ τῆς χάριτος. Μετὰ ὀλίγον ἡ ἀστυνομία διέλυσε τὸ πλῆθος. Ὁ Σολειλὰν ἀποστέλλεται εἰς τὰ κάτεργα τῆς Γουιάνας.: [10, 853, 246, 1080]
- insurance-row-label: Ἐγγυητικὰ κεφάλαια τῇ 31 Δεκεμβρίου 1906 ......... χρ. κορ.: [1086, 1702, 1461, 1718]
